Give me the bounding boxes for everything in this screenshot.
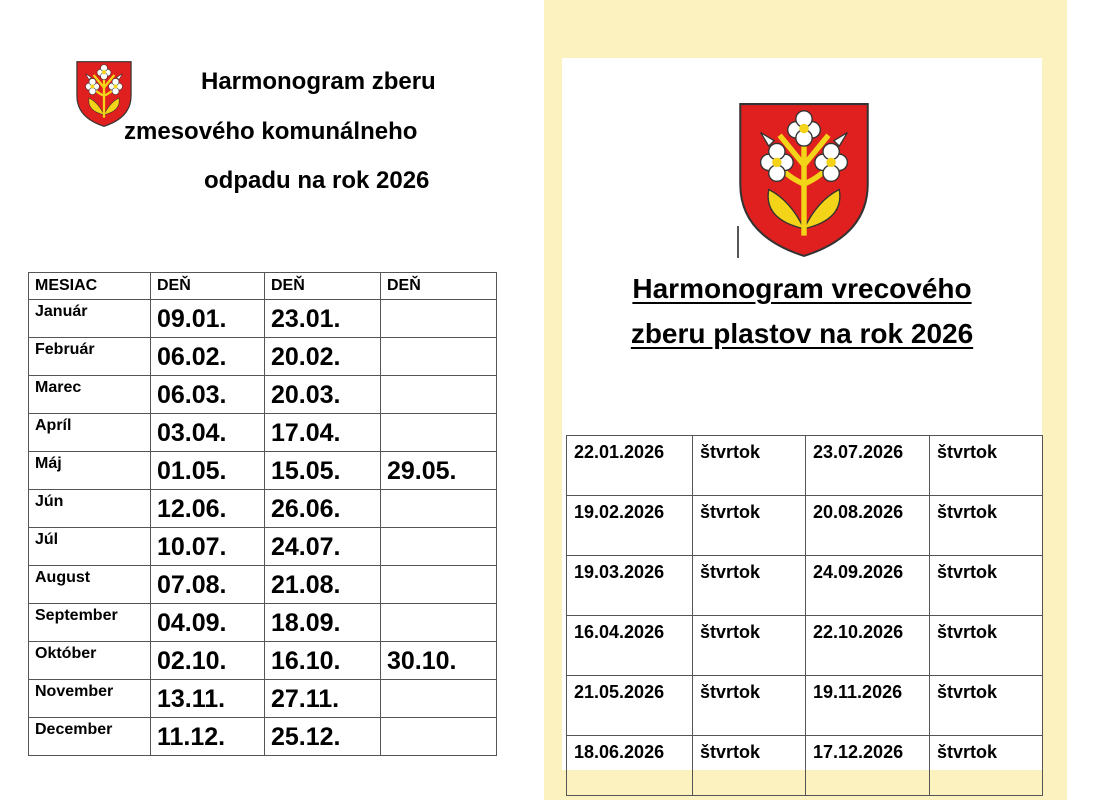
month-name: Marec (35, 379, 82, 396)
weekday: štvrtok (930, 616, 1043, 676)
collection-date: 29.05. (387, 457, 457, 485)
collection-date: 10.07. (157, 533, 227, 561)
title-line-1: Harmonogram zberu (201, 68, 436, 95)
table-row (29, 604, 497, 642)
collection-date: 16.04.2026 (567, 616, 693, 676)
collection-date (387, 604, 490, 609)
collection-date: 25.12. (271, 723, 341, 751)
month-name: August (35, 569, 91, 586)
collection-date (387, 376, 490, 381)
collection-date: 07.08. (157, 571, 227, 599)
table-row (29, 566, 497, 604)
weekday: štvrtok (693, 736, 806, 796)
collection-date: 21.08. (271, 571, 341, 599)
municipal-coat-of-arms-icon (736, 100, 872, 260)
mixed-waste-schedule (0, 0, 520, 800)
collection-date: 19.02.2026 (567, 496, 693, 556)
table-row (29, 642, 497, 680)
table-row (29, 490, 497, 528)
collection-date: 23.01. (271, 305, 341, 333)
crest-divider-mark (737, 226, 739, 258)
weekday: štvrtok (693, 676, 806, 736)
collection-date: 22.10.2026 (806, 616, 930, 676)
table-row (567, 676, 1043, 736)
collection-date: 16.10. (271, 647, 341, 675)
weekday: štvrtok (930, 736, 1043, 796)
collection-date: 13.11. (157, 685, 226, 713)
collection-date (387, 718, 490, 723)
table-row (29, 300, 497, 338)
mixed-waste-table (28, 272, 497, 756)
title-line-2: zmesového komunálneho (124, 118, 418, 145)
table-row (29, 376, 497, 414)
month-name: Máj (35, 455, 62, 472)
header-day: DEŇ (381, 273, 497, 300)
collection-date (387, 680, 490, 685)
month-name: Február (35, 341, 95, 358)
month-name: Október (35, 645, 97, 662)
weekday: štvrtok (930, 556, 1043, 616)
plastics-table (566, 435, 1043, 796)
table-row (567, 616, 1043, 676)
weekday: štvrtok (693, 556, 806, 616)
collection-date: 22.01.2026 (567, 436, 693, 496)
collection-date: 19.11.2026 (806, 676, 930, 736)
collection-date: 24.07. (271, 533, 341, 561)
collection-date: 24.09.2026 (806, 556, 930, 616)
collection-date: 06.02. (157, 343, 227, 371)
weekday: štvrtok (693, 616, 806, 676)
table-row (567, 556, 1043, 616)
weekday: štvrtok (693, 436, 806, 496)
header-month: MESIAC (29, 273, 151, 300)
weekday: štvrtok (930, 496, 1043, 556)
plastics-title-line-2: zberu plastov na rok 2026 (630, 318, 974, 349)
collection-date: 23.07.2026 (806, 436, 930, 496)
table-row (567, 436, 1043, 496)
table-row (29, 528, 497, 566)
collection-date: 12.06. (157, 495, 227, 523)
collection-date: 30.10. (387, 647, 457, 675)
collection-date: 27.11. (271, 685, 340, 713)
collection-date: 17.12.2026 (806, 736, 930, 796)
collection-date: 19.03.2026 (567, 556, 693, 616)
table-row (29, 338, 497, 376)
collection-date (387, 566, 490, 571)
month-name: September (35, 607, 118, 624)
table-row (567, 496, 1043, 556)
collection-date: 20.08.2026 (806, 496, 930, 556)
collection-date: 01.05. (157, 457, 227, 485)
collection-date (387, 490, 490, 495)
weekday: štvrtok (930, 436, 1043, 496)
month-name: Január (35, 303, 88, 320)
month-name: Júl (35, 531, 59, 548)
collection-date: 17.04. (271, 419, 341, 447)
collection-date: 11.12. (157, 723, 226, 751)
month-name: Jún (35, 493, 64, 510)
collection-date: 26.06. (271, 495, 341, 523)
table-row (29, 718, 497, 756)
collection-date: 20.03. (271, 381, 341, 409)
collection-date: 02.10. (157, 647, 227, 675)
collection-date (387, 338, 490, 343)
header-day: DEŇ (265, 273, 381, 300)
collection-date: 20.02. (271, 343, 341, 371)
month-name: Apríl (35, 417, 72, 434)
collection-date: 18.09. (271, 609, 341, 637)
table-header-row (29, 273, 497, 300)
table-row (29, 414, 497, 452)
collection-date (387, 414, 490, 419)
table-row (29, 680, 497, 718)
collection-date: 09.01. (157, 305, 227, 333)
header-day: DEŇ (151, 273, 265, 300)
title-line-3: odpadu na rok 2026 (204, 167, 430, 194)
collection-date: 15.05. (271, 457, 341, 485)
weekday: štvrtok (930, 676, 1043, 736)
collection-date: 03.04. (157, 419, 227, 447)
collection-date (387, 528, 490, 533)
weekday: štvrtok (693, 496, 806, 556)
collection-date: 18.06.2026 (567, 736, 693, 796)
table-row (29, 452, 497, 490)
table-row (567, 736, 1043, 796)
collection-date: 04.09. (157, 609, 227, 637)
month-name: December (35, 721, 113, 738)
collection-date (387, 300, 490, 305)
month-name: November (35, 683, 114, 700)
collection-date: 06.03. (157, 381, 227, 409)
plastics-title-line-1: Harmonogram vrecového (632, 273, 972, 304)
collection-date: 21.05.2026 (567, 676, 693, 736)
